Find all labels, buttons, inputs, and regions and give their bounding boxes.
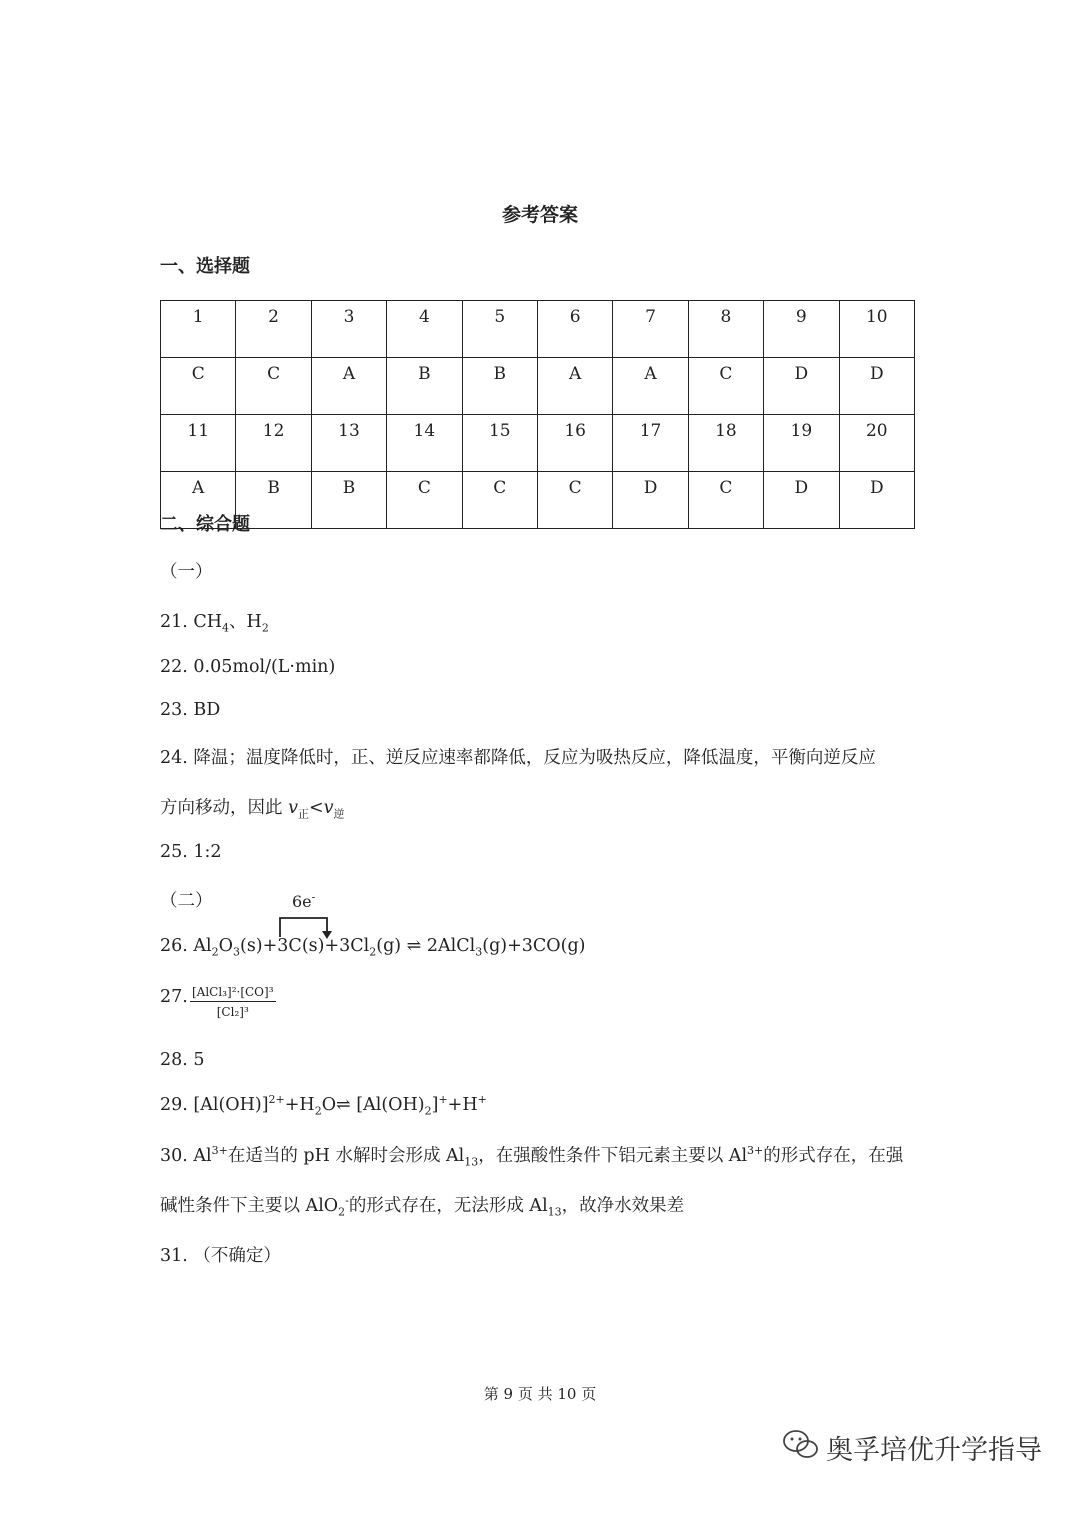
equilibrium-constant-fraction xyxy=(190,985,276,1019)
question-number-cell: 14 xyxy=(387,415,462,472)
answer-cell: C xyxy=(688,358,763,415)
answer-26: 26. $Al_2O_3(s)+3C(s)+3Cl_2(g)$ ⇌ 2AlCl$_3$(g)+3CO(g) xyxy=(160,936,586,959)
question-number-cell: 1 xyxy=(161,301,236,358)
answer-30-line1: 30. $Al^{3+}$在适当的 pH 水解时会形成 $Al_{13}$，在强酸性条件下铝元素主要以 $Al^{3+}$的形式存在，在强 xyxy=(160,1144,904,1169)
answer-23: 23. BD xyxy=(160,700,221,720)
answer-30-line2: 碱性条件下主要以 AlO$_2$-的形式存在，无法形成 $Al_{13}$，故净水效果差 xyxy=(160,1194,685,1219)
answer-22: 22. 0.05mol/(L·min) xyxy=(160,657,336,677)
answer-cell: A xyxy=(613,358,688,415)
question-number-cell: 16 xyxy=(537,415,612,472)
question-number-cell: 13 xyxy=(311,415,386,472)
answer-cell: D xyxy=(764,472,839,529)
question-number-cell: 6 xyxy=(537,301,612,358)
question-number-cell: 10 xyxy=(839,301,914,358)
question-number-cell: 5 xyxy=(462,301,537,358)
answer-28: 28. 5 xyxy=(160,1050,205,1070)
answer-31: 31. （不确定） xyxy=(160,1246,281,1266)
answer-29: 29. $[Al(OH)]^{2+}+H_2O\rightleftharpoons$ $[Al(OH)_2]^++H^+$ xyxy=(160,1093,487,1118)
question-number-cell: 8 xyxy=(688,301,763,358)
answer-table xyxy=(160,300,915,529)
answer-cell: D xyxy=(839,472,914,529)
answer-row xyxy=(161,358,915,415)
answer-cell: B xyxy=(387,358,462,415)
section-heading-comprehensive: 二、综合题 xyxy=(160,514,250,535)
answer-24-line1: 24. 降温；温度降低时，正、逆反应速率都降低，反应为吸热反应，降低温度，平衡向逆反应 xyxy=(160,748,876,768)
answer-27-label: 27. xyxy=(160,987,188,1007)
answer-cell: B xyxy=(236,472,311,529)
wechat-icon xyxy=(782,1428,820,1460)
answer-cell: D xyxy=(764,358,839,415)
section-heading-multiple-choice: 一、选择题 xyxy=(160,256,250,277)
answer-cell: A xyxy=(537,358,612,415)
answer-cell: A xyxy=(311,358,386,415)
question-number-cell: 12 xyxy=(236,415,311,472)
part-one-label: （一） xyxy=(160,562,213,582)
question-number-cell: 4 xyxy=(387,301,462,358)
question-number-cell: 9 xyxy=(764,301,839,358)
page-title: 参考答案 xyxy=(501,204,578,226)
watermark-text: 奥孚培优升学指导 xyxy=(826,1435,1042,1466)
question-number-cell: 2 xyxy=(236,301,311,358)
question-number-cell: 15 xyxy=(462,415,537,472)
question-number-row xyxy=(161,415,915,472)
answer-cell: C xyxy=(537,472,612,529)
fraction-denominator: [Cl₂]³ xyxy=(216,1005,249,1019)
question-number-cell: 17 xyxy=(613,415,688,472)
question-number-cell: 20 xyxy=(839,415,914,472)
question-number-cell: 3 xyxy=(311,301,386,358)
question-number-cell: 11 xyxy=(161,415,236,472)
page-footer: 第 9 页 共 10 页 xyxy=(483,1385,597,1403)
question-number-cell: 19 xyxy=(764,415,839,472)
answer-25: 25. 1:2 xyxy=(160,842,222,862)
answer-cell: B xyxy=(462,358,537,415)
answer-row xyxy=(161,472,915,529)
answer-21: 21. $CH_4$、$H_2$ xyxy=(160,612,269,635)
answer-cell: C xyxy=(161,358,236,415)
answer-cell: D xyxy=(613,472,688,529)
answer-cell: D xyxy=(839,358,914,415)
answer-cell: C xyxy=(236,358,311,415)
electron-transfer-label: 6e- xyxy=(292,890,316,911)
fraction-numerator: [AlCl₃]²·[CO]³ xyxy=(190,985,276,1002)
answer-cell: C xyxy=(688,472,763,529)
question-number-cell: 7 xyxy=(613,301,688,358)
answer-cell: A xyxy=(161,472,236,529)
answer-24-line2: 方向移动，因此 $v_正<v_逆$ xyxy=(160,798,345,821)
part-two-label: （二） xyxy=(160,891,213,911)
answer-cell: C xyxy=(462,472,537,529)
question-number-row xyxy=(161,301,915,358)
answer-cell: B xyxy=(311,472,386,529)
answer-cell: C xyxy=(387,472,462,529)
question-number-cell: 18 xyxy=(688,415,763,472)
